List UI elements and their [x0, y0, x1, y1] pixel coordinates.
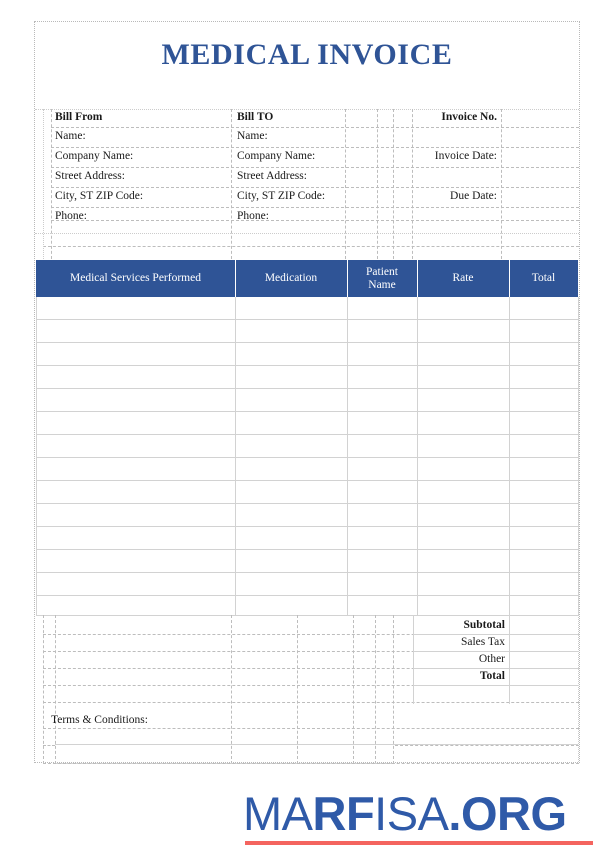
- table-row: [36, 526, 578, 527]
- grid-line-h: [413, 668, 579, 669]
- grid-line-h: [43, 702, 579, 703]
- bill-to-heading: Bill TO: [237, 111, 274, 123]
- table-row: [36, 572, 578, 573]
- grid-line-v: [501, 109, 502, 259]
- grid-line-h: [43, 246, 579, 247]
- grid-line-v: [375, 615, 376, 764]
- header-divider: [509, 260, 510, 297]
- column-header-patient-name: Patient Name: [366, 265, 398, 291]
- logo-part-4: .ORG: [448, 787, 567, 840]
- grid-line-v: [578, 615, 579, 764]
- table-row: [36, 615, 578, 616]
- grid-line-h: [51, 207, 579, 208]
- grid-line-h: [51, 167, 579, 168]
- grid-line-v: [231, 615, 232, 764]
- grid-line-h: [51, 220, 579, 221]
- grid-line-v: [36, 297, 37, 615]
- grid-line-v: [393, 615, 394, 764]
- logo-part-3: ISA: [374, 787, 449, 840]
- other-label: Other: [478, 653, 505, 665]
- grid-line-h: [413, 634, 579, 635]
- grid-line-v: [417, 297, 418, 615]
- bill-to-company-label: Company Name:: [237, 150, 316, 162]
- grid-line-v: [345, 109, 346, 259]
- bill-to-city-label: City, ST ZIP Code:: [237, 190, 326, 202]
- subtotal-label: Subtotal: [463, 619, 505, 631]
- table-row: [36, 342, 578, 343]
- bill-from-heading: Bill From: [55, 111, 103, 123]
- table-row: [36, 365, 578, 366]
- grid-line-h: [51, 187, 579, 188]
- bill-from-city-label: City, ST ZIP Code:: [55, 190, 144, 202]
- marfisa-watermark-logo: [243, 787, 595, 847]
- column-header-medication: Medication: [264, 272, 318, 284]
- table-row: [36, 595, 578, 596]
- grid-line-v: [51, 109, 52, 259]
- table-row: [36, 411, 578, 412]
- grid-line-v: [347, 297, 348, 615]
- sales-tax-label: Sales Tax: [460, 636, 505, 648]
- title-block: [35, 22, 579, 110]
- grid-line-h: [43, 745, 55, 746]
- grid-line-h: [43, 728, 579, 729]
- grid-line-v: [297, 615, 298, 764]
- services-table-header: [36, 260, 578, 297]
- grid-line-h: [51, 147, 579, 148]
- invoice-sheet: [34, 21, 580, 763]
- grid-line-v: [509, 615, 510, 704]
- grid-line-h: [395, 745, 579, 746]
- bill-to-name-label: Name:: [237, 130, 268, 142]
- grid-line-h: [35, 233, 579, 234]
- grid-line-h: [413, 685, 579, 686]
- due-date-label: Due Date:: [450, 190, 497, 202]
- header-divider: [347, 260, 348, 297]
- total-label: Total: [479, 670, 505, 682]
- column-header-total: Total: [531, 272, 556, 284]
- table-row: [36, 388, 578, 389]
- grid-line-v: [509, 297, 510, 615]
- terms-conditions-label: Terms & Conditions:: [51, 714, 148, 726]
- bill-from-street-label: Street Address:: [55, 170, 125, 182]
- invoice-date-label: Invoice Date:: [434, 150, 497, 162]
- column-header-services: Medical Services Performed: [70, 272, 201, 284]
- logo-part-1: MA: [243, 787, 313, 840]
- grid-line-h: [43, 763, 579, 764]
- grid-line-h: [413, 651, 579, 652]
- grid-line-v: [231, 109, 232, 259]
- table-row: [36, 319, 578, 320]
- grid-line-h: [51, 127, 579, 128]
- bill-from-phone-label: Phone:: [55, 210, 87, 222]
- grid-line-v: [393, 109, 394, 259]
- logo-part-2: RF: [312, 787, 375, 840]
- bill-from-name-label: Name:: [55, 130, 86, 142]
- table-row: [36, 434, 578, 435]
- bill-from-company-label: Company Name:: [55, 150, 134, 162]
- table-row: [36, 480, 578, 481]
- grid-line-v: [235, 297, 236, 615]
- page-title: MEDICAL INVOICE: [161, 38, 453, 71]
- grid-line-h: [35, 109, 579, 110]
- grid-line-v: [353, 615, 354, 764]
- logo-underline: [245, 841, 593, 845]
- table-row: [36, 457, 578, 458]
- column-header-rate: Rate: [452, 272, 474, 284]
- header-divider: [235, 260, 236, 297]
- grid-line-v: [413, 615, 414, 704]
- grid-line-v: [43, 109, 44, 259]
- bill-to-street-label: Street Address:: [237, 170, 307, 182]
- grid-line-v: [55, 615, 56, 764]
- grid-line-v: [412, 109, 413, 259]
- grid-line-v: [43, 615, 44, 764]
- header-divider: [417, 260, 418, 297]
- invoice-no-label: Invoice No.: [441, 111, 497, 123]
- table-row: [36, 503, 578, 504]
- bill-to-phone-label: Phone:: [237, 210, 269, 222]
- table-row: [36, 549, 578, 550]
- grid-line-v: [578, 297, 579, 615]
- logo-text: [243, 787, 595, 840]
- grid-line-v: [377, 109, 378, 259]
